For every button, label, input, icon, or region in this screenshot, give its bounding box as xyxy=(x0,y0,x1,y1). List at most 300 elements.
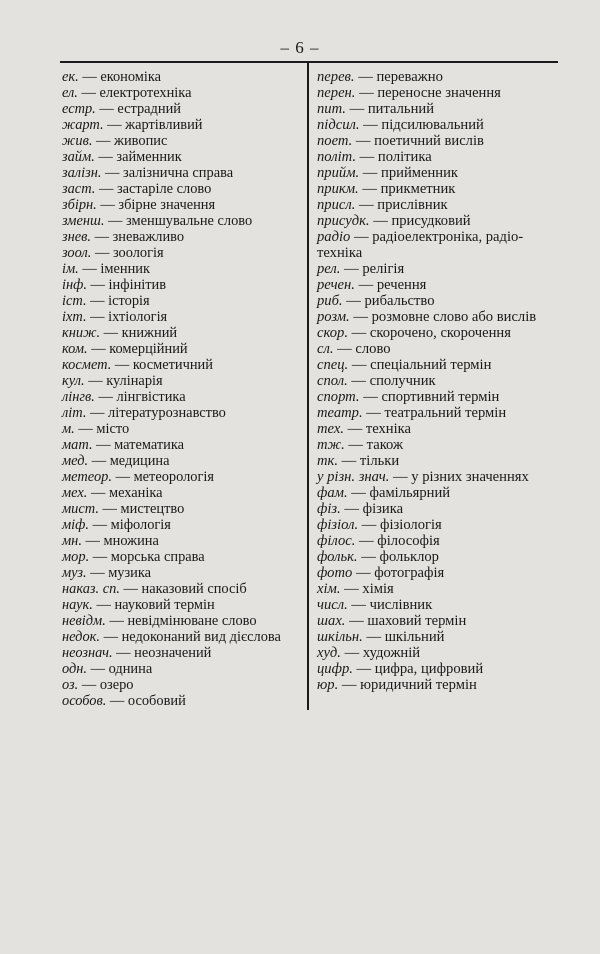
dash-separator: — xyxy=(92,597,115,613)
abbreviation-meaning: прикметник xyxy=(380,181,456,197)
abbreviation-meaning: сполучник xyxy=(369,373,436,389)
abbreviation: сл. xyxy=(317,341,334,357)
dash-separator: — xyxy=(354,277,377,293)
dash-separator: — xyxy=(359,389,382,405)
abbreviation-entry xyxy=(317,629,558,645)
abbreviation: ком. xyxy=(62,341,88,357)
abbreviation-meaning: художній xyxy=(362,645,421,661)
abbreviation-entry xyxy=(317,117,558,133)
abbreviation-meaning: хімія xyxy=(362,581,394,597)
abbreviation-meaning: озеро xyxy=(99,677,134,693)
abbreviation-meaning: фольклор xyxy=(379,549,439,565)
abbreviation-meaning: розмовне слово або вислів xyxy=(371,309,537,325)
abbreviation: рел. xyxy=(317,261,341,277)
abbreviation: естр. xyxy=(62,101,96,117)
abbreviation: скор. xyxy=(317,325,348,341)
dash-separator: — xyxy=(369,213,392,229)
abbreviation-entry xyxy=(317,325,558,341)
abbreviation-meaning: юридичний термін xyxy=(360,677,477,693)
abbreviation-entry xyxy=(62,357,304,373)
column-divider xyxy=(307,63,309,710)
abbreviation: мор. xyxy=(62,549,90,565)
abbreviation-entry xyxy=(317,501,558,517)
abbreviation-entry xyxy=(317,165,558,181)
abbreviation-meaning: тільки xyxy=(359,453,400,469)
abbreviation-meaning: літературознавство xyxy=(108,405,226,421)
abbreviation: присудк. xyxy=(317,213,370,229)
abbreviation: заст. xyxy=(62,181,96,197)
dash-separator: — xyxy=(342,293,365,309)
abbreviation-entry xyxy=(62,229,304,245)
abbreviation-entry xyxy=(317,421,558,437)
right-abbreviation-column xyxy=(317,69,558,693)
abbreviation-entry xyxy=(317,565,558,581)
abbreviation-meaning: залізнична справа xyxy=(123,165,234,181)
abbreviation-meaning: техніка xyxy=(365,421,412,437)
abbreviation: міф. xyxy=(62,517,89,533)
abbreviation-meaning: скорочено, скорочення xyxy=(369,325,511,341)
abbreviation-entry xyxy=(62,485,304,501)
abbreviation: спорт. xyxy=(317,389,360,405)
abbreviation: юр. xyxy=(317,677,339,693)
abbreviation: фізіол. xyxy=(317,517,359,533)
abbreviation: наук. xyxy=(62,597,93,613)
abbreviation-entry xyxy=(62,181,304,197)
abbreviation-meaning: жартівливий xyxy=(125,117,203,133)
abbreviation: особов. xyxy=(62,693,107,709)
abbreviation: радіо xyxy=(317,229,351,245)
abbreviation: перен. xyxy=(317,85,356,101)
abbreviation-meaning: комерційний xyxy=(109,341,188,357)
abbreviation-entry xyxy=(62,101,304,117)
abbreviation-entry xyxy=(62,261,304,277)
abbreviation-meaning: медицина xyxy=(109,453,170,469)
abbreviation-meaning: спеціальний термін xyxy=(370,357,492,373)
abbreviation-meaning: речення xyxy=(376,277,427,293)
abbreviation: м. xyxy=(62,421,75,437)
abbreviation-meaning: іменник xyxy=(100,261,150,277)
dash-separator: — xyxy=(348,325,370,341)
abbreviation-entry xyxy=(62,549,304,565)
abbreviation-meaning: прислівник xyxy=(377,197,448,213)
abbreviation: присл. xyxy=(317,197,356,213)
abbreviation-entry xyxy=(62,421,304,437)
abbreviation-meaning: рибальство xyxy=(364,293,435,309)
abbreviation-entry xyxy=(62,645,304,661)
dash-separator: — xyxy=(111,357,133,373)
abbreviation-entry xyxy=(62,245,304,261)
dash-separator: — xyxy=(99,629,122,645)
abbreviation: філос. xyxy=(317,533,356,549)
abbreviation-entry xyxy=(62,629,304,645)
dash-separator: — xyxy=(91,245,113,261)
abbreviation: риб. xyxy=(317,293,343,309)
abbreviation: прийм. xyxy=(317,165,360,181)
abbreviation-meaning: переносне значення xyxy=(377,85,501,101)
abbreviation-meaning: прийменник xyxy=(381,165,459,181)
abbreviation-entry xyxy=(62,597,304,613)
abbreviation: оз. xyxy=(62,677,79,693)
abbreviation-entry xyxy=(62,533,304,549)
dash-separator: — xyxy=(98,501,121,517)
abbreviation: знев. xyxy=(62,229,91,245)
abbreviation-meaning: переважно xyxy=(376,69,443,85)
dash-separator: — xyxy=(81,533,104,549)
dash-separator: — xyxy=(105,613,128,629)
abbreviation-meaning: живопис xyxy=(114,133,168,149)
abbreviation-entry xyxy=(62,405,304,421)
abbreviation: шах. xyxy=(317,613,346,629)
abbreviation-meaning: зневажливо xyxy=(112,229,185,245)
dash-separator: — xyxy=(78,261,101,277)
abbreviation: прикм. xyxy=(317,181,359,197)
abbreviation-entry xyxy=(317,645,558,661)
dash-separator: — xyxy=(74,421,97,437)
dash-separator: — xyxy=(357,549,380,565)
abbreviation-entry xyxy=(62,277,304,293)
abbreviation-meaning: наказовий спосіб xyxy=(141,581,247,597)
dash-separator: — xyxy=(104,213,127,229)
abbreviation: поет. xyxy=(317,133,353,149)
abbreviation: мн. xyxy=(62,533,82,549)
dash-separator: — xyxy=(343,421,366,437)
abbreviation-entry xyxy=(317,549,558,565)
dash-separator: — xyxy=(89,517,111,533)
dash-separator: — xyxy=(84,373,107,389)
abbreviation: недок. xyxy=(62,629,100,645)
abbreviation: тк. xyxy=(317,453,339,469)
dash-separator: — xyxy=(344,437,367,453)
abbreviation-meaning: політика xyxy=(377,149,432,165)
abbreviation-entry xyxy=(317,661,558,677)
abbreviation-meaning: фізика xyxy=(362,501,404,517)
abbreviation-meaning: техніка xyxy=(317,245,363,261)
dash-separator: — xyxy=(87,661,109,677)
dash-separator: — xyxy=(362,405,385,421)
header-rule xyxy=(60,61,558,63)
dash-separator: — xyxy=(355,533,378,549)
dash-separator: — xyxy=(86,405,109,421)
dash-separator: — xyxy=(96,197,119,213)
abbreviation: театр. xyxy=(317,405,363,421)
abbreviation-entry xyxy=(317,357,558,373)
abbreviation-meaning: однина xyxy=(108,661,153,677)
abbreviation: фольк. xyxy=(317,549,358,565)
abbreviation-entry xyxy=(317,517,558,533)
abbreviation: книж. xyxy=(62,325,101,341)
abbreviation: невідм. xyxy=(62,613,106,629)
abbreviation-meaning: неозначений xyxy=(134,645,212,661)
abbreviation: муз. xyxy=(62,565,87,581)
abbreviation-entry xyxy=(62,341,304,357)
dash-separator: — xyxy=(86,565,109,581)
abbreviation-entry xyxy=(317,677,558,693)
abbreviation-entry xyxy=(62,373,304,389)
dash-separator: — xyxy=(340,501,363,517)
abbreviation: мат. xyxy=(62,437,93,453)
abbreviation: худ. xyxy=(317,645,341,661)
dash-separator: — xyxy=(88,453,110,469)
abbreviation: речен. xyxy=(317,277,355,293)
abbreviation-meaning: також xyxy=(366,437,404,453)
abbreviation: спец. xyxy=(317,357,349,373)
dash-separator: — xyxy=(89,549,111,565)
dash-separator: — xyxy=(119,581,142,597)
abbreviation: займ. xyxy=(62,149,95,165)
dash-separator: — xyxy=(95,181,117,197)
abbreviation: розм. xyxy=(317,309,350,325)
abbreviation-meaning: іхтіологія xyxy=(108,309,168,325)
dash-separator: — xyxy=(347,373,370,389)
dash-separator: — xyxy=(91,229,113,245)
abbreviation-entry xyxy=(317,229,558,245)
dash-separator: — xyxy=(359,117,382,133)
abbreviation-entry xyxy=(317,437,558,453)
abbreviation-entry xyxy=(62,389,304,405)
abbreviation-meaning: морська справа xyxy=(110,549,205,565)
dash-separator: — xyxy=(340,581,363,597)
dash-separator: — xyxy=(362,629,385,645)
abbreviation: іст. xyxy=(62,293,87,309)
abbreviation-entry xyxy=(317,69,558,85)
abbreviation-entry xyxy=(317,293,558,309)
abbreviation: у різн. знач. xyxy=(317,469,390,485)
abbreviation-meaning: шкільний xyxy=(384,629,445,645)
dash-separator: — xyxy=(352,661,375,677)
abbreviation-meaning: театральний термін xyxy=(384,405,507,421)
dash-separator: — xyxy=(77,85,100,101)
dash-separator: — xyxy=(355,197,378,213)
abbreviation-meaning: недоконаний вид дієслова xyxy=(121,629,281,645)
dash-separator: — xyxy=(94,389,117,405)
abbreviation-entry xyxy=(62,661,304,677)
dash-separator: — xyxy=(358,517,380,533)
abbreviation-entry xyxy=(62,613,304,629)
abbreviation-entry xyxy=(317,405,558,421)
abbreviation-entry xyxy=(317,597,558,613)
dash-separator: — xyxy=(359,165,382,181)
dash-separator: — xyxy=(345,101,368,117)
dash-separator: — xyxy=(92,133,115,149)
abbreviation: підсил. xyxy=(317,117,360,133)
abbreviation-entry xyxy=(62,133,304,149)
dash-separator: — xyxy=(356,149,378,165)
abbreviation: тж. xyxy=(317,437,345,453)
dash-separator: — xyxy=(347,597,370,613)
dash-separator: — xyxy=(92,437,115,453)
abbreviation: мед. xyxy=(62,453,89,469)
abbreviation-meaning: механіка xyxy=(108,485,163,501)
dash-separator: — xyxy=(345,613,368,629)
dash-separator: — xyxy=(338,453,360,469)
abbreviation: залізн. xyxy=(62,165,102,181)
abbreviation: жив. xyxy=(62,133,93,149)
abbreviation-meaning: фамільярний xyxy=(369,485,451,501)
dash-separator: — xyxy=(86,277,109,293)
abbreviation-entry xyxy=(62,309,304,325)
abbreviation-meaning: економіка xyxy=(100,69,162,85)
abbreviation-entry xyxy=(317,277,558,293)
abbreviation-meaning: міфологія xyxy=(110,517,171,533)
abbreviation: космет. xyxy=(62,357,112,373)
abbreviation-meaning: метеорологія xyxy=(133,469,215,485)
abbreviation-meaning: філософія xyxy=(377,533,440,549)
abbreviation: одн. xyxy=(62,661,88,677)
dash-separator: — xyxy=(87,485,109,501)
abbreviation: фіз. xyxy=(317,501,341,517)
page-number: – 6 – xyxy=(280,38,320,57)
abbreviation: шкільн. xyxy=(317,629,363,645)
abbreviation: іхт. xyxy=(62,309,87,325)
abbreviation: спол. xyxy=(317,373,348,389)
abbreviation-entry xyxy=(62,325,304,341)
dash-separator: — xyxy=(352,133,375,149)
dash-separator: — xyxy=(355,85,378,101)
abbreviation-entry xyxy=(62,565,304,581)
abbreviation-meaning: спортивний термін xyxy=(381,389,500,405)
abbreviation-meaning: радіоелектроніка, радіо- xyxy=(372,229,524,245)
abbreviation-entry xyxy=(317,197,558,213)
abbreviation: мист. xyxy=(62,501,99,517)
abbreviation: ек. xyxy=(62,69,79,85)
dash-separator: — xyxy=(340,261,363,277)
abbreviation-meaning: зоологія xyxy=(112,245,164,261)
abbreviation: фам. xyxy=(317,485,348,501)
dash-separator: — xyxy=(348,357,371,373)
abbreviation: мех. xyxy=(62,485,88,501)
abbreviation: цифр. xyxy=(317,661,353,677)
abbreviation-entry xyxy=(62,117,304,133)
abbreviation-meaning: інфінітив xyxy=(108,277,167,293)
abbreviation-entry xyxy=(317,133,558,149)
abbreviation-entry xyxy=(317,181,558,197)
abbreviation-entry xyxy=(317,533,558,549)
abbreviation: ел. xyxy=(62,85,78,101)
abbreviation-entry xyxy=(62,85,304,101)
dash-separator: — xyxy=(349,309,372,325)
abbreviation: збірн. xyxy=(62,197,97,213)
abbreviation-meaning: займенник xyxy=(116,149,182,165)
abbreviation-entry xyxy=(62,149,304,165)
abbreviation: метеор. xyxy=(62,469,112,485)
abbreviation-entry xyxy=(317,389,558,405)
dash-separator: — xyxy=(106,693,128,709)
abbreviation-meaning: слово xyxy=(355,341,391,357)
abbreviation-entry xyxy=(62,197,304,213)
abbreviation-entry xyxy=(62,69,304,85)
abbreviation: зменш. xyxy=(62,213,105,229)
abbreviation-entry xyxy=(62,517,304,533)
abbreviation-entry xyxy=(317,245,558,261)
abbreviation-entry xyxy=(317,85,558,101)
abbreviation: ім. xyxy=(62,261,79,277)
abbreviation-entry xyxy=(62,501,304,517)
abbreviation-meaning: особовий xyxy=(127,693,186,709)
left-abbreviation-column xyxy=(62,69,304,709)
abbreviation-meaning: фотографія xyxy=(374,565,445,581)
abbreviation-meaning: збірне значення xyxy=(118,197,216,213)
abbreviation: перев. xyxy=(317,69,355,85)
abbreviation-entry xyxy=(317,581,558,597)
abbreviation-entry xyxy=(317,213,558,229)
abbreviation: наказ. сп. xyxy=(62,581,120,597)
dash-separator: — xyxy=(338,677,361,693)
abbreviation-entry xyxy=(62,469,304,485)
abbreviation-meaning: підсилювальний xyxy=(381,117,484,133)
abbreviation-meaning: поетичний вислів xyxy=(374,133,484,149)
dash-separator: — xyxy=(333,341,356,357)
abbreviation-meaning: зменшувальне слово xyxy=(126,213,253,229)
abbreviation-meaning: лінгвістика xyxy=(116,389,186,405)
abbreviation-meaning: естрадний xyxy=(117,101,181,117)
abbreviation-entry xyxy=(62,165,304,181)
abbreviation-meaning: книжний xyxy=(121,325,178,341)
abbreviation: лінгв. xyxy=(62,389,95,405)
abbreviation: інф. xyxy=(62,277,87,293)
dash-separator: — xyxy=(95,101,118,117)
dash-separator: — xyxy=(94,149,117,165)
abbreviation: числ. xyxy=(317,597,348,613)
abbreviation-meaning: релігія xyxy=(362,261,405,277)
abbreviation-entry xyxy=(317,261,558,277)
abbreviation: політ. xyxy=(317,149,357,165)
abbreviation-meaning: музика xyxy=(108,565,152,581)
dash-separator: — xyxy=(101,165,124,181)
abbreviation-meaning: місто xyxy=(96,421,130,437)
abbreviation-entry xyxy=(62,677,304,693)
abbreviation-entry xyxy=(317,101,558,117)
abbreviation-meaning: цифра, цифровий xyxy=(374,661,484,677)
abbreviation-meaning: множина xyxy=(103,533,159,549)
abbreviation-entry xyxy=(62,453,304,469)
abbreviation-entry xyxy=(62,293,304,309)
dash-separator: — xyxy=(87,341,110,357)
abbreviation-meaning: присудковий xyxy=(391,213,471,229)
dash-separator: — xyxy=(78,677,100,693)
abbreviation: хім. xyxy=(317,581,341,597)
abbreviation-meaning: історія xyxy=(108,293,150,309)
abbreviation-meaning: науковий термін xyxy=(114,597,215,613)
dash-separator: — xyxy=(352,565,375,581)
dash-separator: — xyxy=(354,69,377,85)
abbreviation: фото xyxy=(317,565,353,581)
abbreviation-entry xyxy=(62,693,304,709)
dash-separator: — xyxy=(111,469,134,485)
abbreviation-entry xyxy=(317,485,558,501)
abbreviation-meaning: застаріле слово xyxy=(116,181,212,197)
abbreviation-entry xyxy=(317,453,558,469)
dash-separator: — xyxy=(100,325,122,341)
dash-separator: — xyxy=(340,645,363,661)
abbreviation-meaning: шаховий термін xyxy=(367,613,467,629)
dash-separator: — xyxy=(350,229,373,245)
abbreviation-entry xyxy=(62,213,304,229)
abbreviation-meaning: математика xyxy=(114,437,185,453)
abbreviation-meaning: косметичний xyxy=(132,357,213,373)
abbreviation-entry xyxy=(317,373,558,389)
abbreviation-meaning: фізіологія xyxy=(380,517,442,533)
abbreviation-meaning: невідмінюване слово xyxy=(127,613,257,629)
abbreviation: тех. xyxy=(317,421,344,437)
dash-separator: — xyxy=(103,117,126,133)
abbreviation-entry xyxy=(317,309,558,325)
dash-separator: — xyxy=(86,309,109,325)
abbreviation: літ. xyxy=(62,405,87,421)
abbreviation-entry xyxy=(317,469,558,485)
abbreviation-entry xyxy=(317,149,558,165)
dash-separator: — xyxy=(78,69,101,85)
abbreviation-meaning: мистецтво xyxy=(120,501,185,517)
